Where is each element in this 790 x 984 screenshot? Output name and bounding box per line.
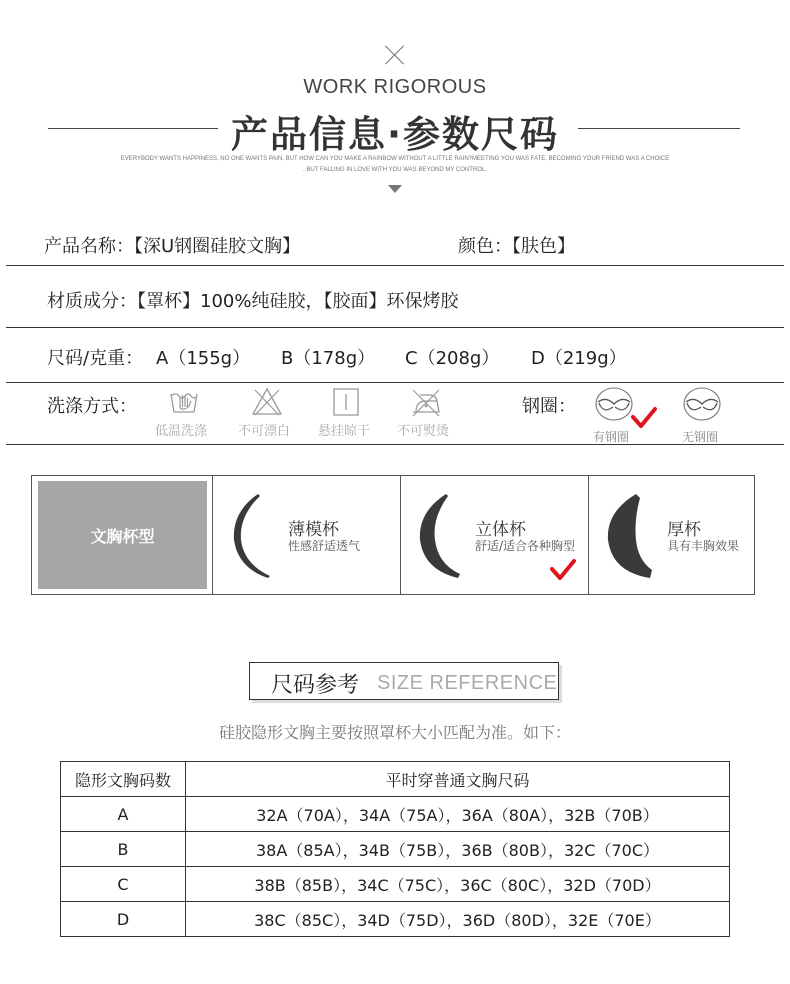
thin-cup-profile-icon — [226, 490, 276, 582]
product-color: 颜色：【肤色】 — [458, 236, 575, 257]
table-cell: 38B（85B），34C（75C），36C（80C），32D（70D） — [186, 867, 730, 902]
wash-item-no-iron: 不可熨烫 — [397, 424, 450, 439]
table-row — [61, 902, 730, 937]
column-header: 平时穿普通文胸尺码 — [186, 762, 730, 797]
table-cell: 32A（70A），34A（75A），36A（80A），32B（70B） — [186, 797, 730, 832]
weight-label: 尺码/克重： — [47, 348, 144, 369]
cup-separator — [212, 475, 213, 595]
cup-type-3d-title: 立体杯 — [475, 520, 526, 540]
weight-c: C（208g） — [405, 348, 500, 369]
cup-type-thick-subtitle: 具有丰胸效果 — [667, 539, 740, 553]
divider — [6, 327, 784, 328]
table-cell: 38C（85C），34D（75D），36D（80D），32E（70E） — [186, 902, 730, 937]
size-reference-note: 硅胶隐形文胸主要按照罩杯大小匹配为准。如下： — [218, 723, 571, 742]
page-title: 产品信息·参数尺码 — [230, 113, 560, 156]
no-iron-icon — [410, 386, 442, 418]
header-line-right — [578, 128, 740, 129]
divider — [6, 444, 784, 445]
product-material: 材质成分：【罩杯】100%纯硅胶，【胶面】环保烤胶 — [47, 291, 459, 312]
tagline-line-1: EVERYBODY WANTS HAPPINESS, NO ONE WANTS PAIN, BUT HOW CAN YOU MAKE A RAINBOW WITHOUT A LITTLE RAIN?MEETING YOU WAS FATE, BECOMING YOUR FRIEND WAS A CHOICE — [120, 156, 670, 162]
header-tagline — [0, 154, 790, 176]
size-table — [60, 761, 730, 937]
cup-type-3d-subtitle: 舒适/适合各种胸型 — [475, 539, 576, 553]
check-icon — [631, 407, 657, 429]
table-cell: C — [61, 867, 186, 902]
size-reference-title-cn: 尺码参考 — [271, 673, 360, 698]
thick-cup-profile-icon — [604, 490, 656, 582]
table-cell: D — [61, 902, 186, 937]
cup-type-thin-subtitle: 性感舒适透气 — [288, 539, 361, 553]
check-icon — [550, 559, 576, 581]
table-cell: 38A（85A），34B（75B），36B（80B），32C（70C） — [186, 832, 730, 867]
table-row — [61, 867, 730, 902]
hand-wash-icon — [168, 386, 200, 418]
size-reference-title-en: SIZE REFERENCE — [377, 672, 558, 694]
weight-a: A（155g） — [156, 348, 251, 369]
cup-type-label: 文胸杯型 — [38, 481, 207, 589]
divider — [6, 382, 784, 383]
cup-separator — [400, 475, 401, 595]
close-x-icon — [384, 44, 406, 66]
column-header: 隐形文胸码数 — [61, 762, 186, 797]
no-bleach-icon — [251, 386, 283, 418]
product-name: 产品名称：【深U钢圈硅胶文胸】 — [44, 236, 301, 257]
hang-dry-icon — [330, 386, 362, 418]
weight-d: D（219g） — [531, 348, 627, 369]
wash-label: 洗涤方式： — [47, 396, 137, 417]
wire-item-underwire: 有钢圈 — [593, 430, 630, 444]
tagline-line-2: , BUT FALLING IN LOVE WITH YOU WAS BEYOND MY CONTROL. — [303, 167, 487, 173]
table-header-row — [61, 762, 730, 797]
wash-item-no-bleach: 不可漂白 — [238, 424, 291, 439]
divider — [6, 265, 784, 266]
cup-separator — [588, 475, 589, 595]
wire-item-wireless: 无钢圈 — [682, 430, 719, 444]
wash-item-hang-dry: 悬挂晾干 — [318, 424, 371, 439]
weight-b: B（178g） — [281, 348, 376, 369]
cup-type-thin-title: 薄模杯 — [288, 520, 339, 540]
cup-type-thick-title: 厚杯 — [667, 520, 701, 540]
header-subtitle: WORK RIGOROUS — [303, 76, 487, 98]
table-row — [61, 797, 730, 832]
table-row — [61, 832, 730, 867]
table-cell: B — [61, 832, 186, 867]
underwire-bra-icon — [594, 386, 634, 422]
wire-label: 钢圈： — [522, 396, 576, 417]
triangle-down-icon — [388, 185, 402, 193]
wash-item-low-temp: 低温洗涤 — [155, 424, 208, 439]
wireless-bra-icon — [682, 386, 722, 422]
3d-cup-profile-icon — [414, 490, 464, 582]
table-cell: A — [61, 797, 186, 832]
